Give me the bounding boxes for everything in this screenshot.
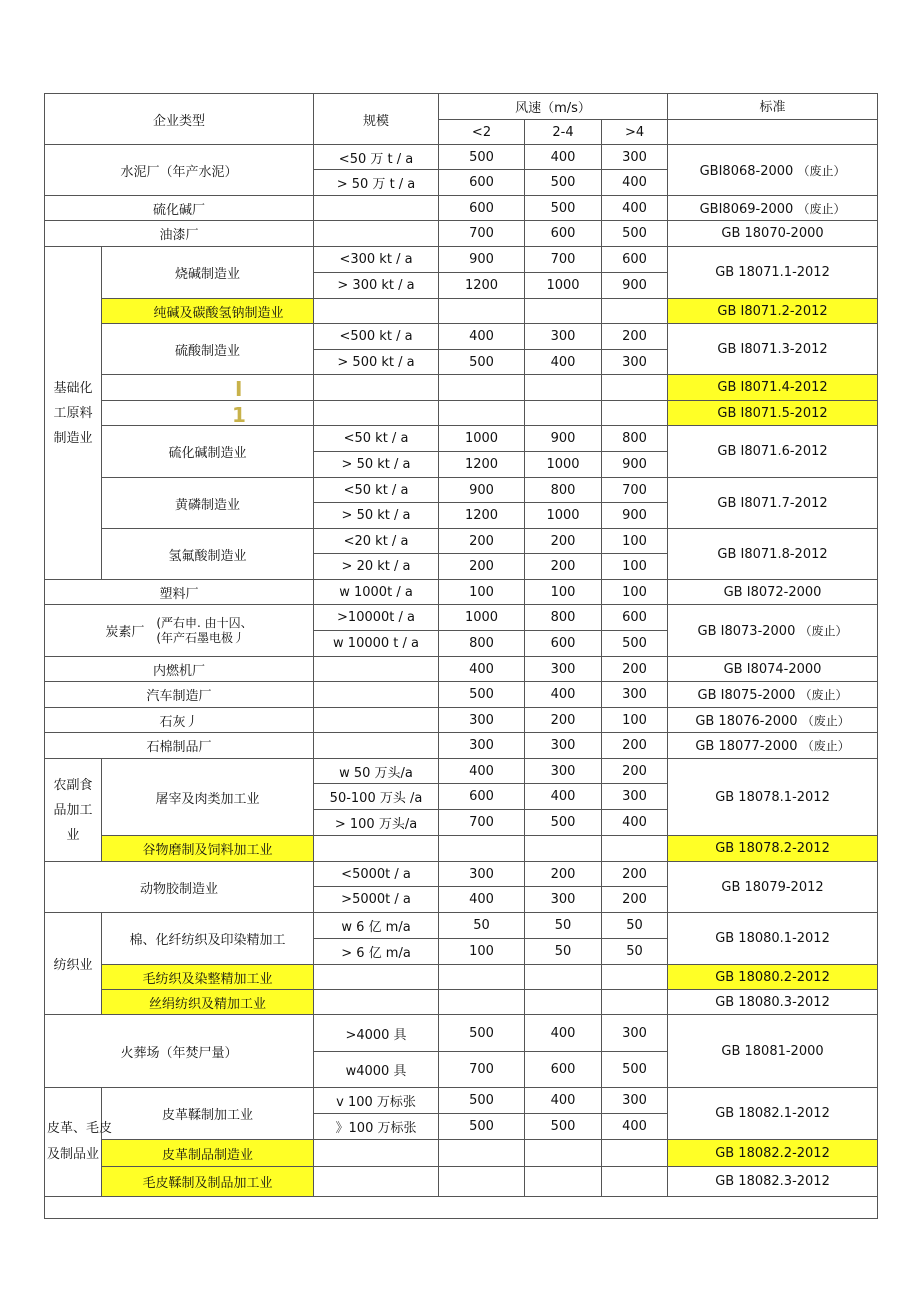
value-cell: 600 [439, 784, 525, 810]
standard-cell: GB 18077-2000 （废止） [668, 733, 878, 759]
value-cell [439, 1140, 525, 1167]
scale-cell: > 500 kt / a [314, 350, 439, 375]
header-wind-speed: 风速（m/s） [439, 94, 668, 120]
value-cell: 500 [439, 350, 525, 375]
standard-cell: GB I8071.4-2012 [668, 375, 878, 401]
value-cell: 100 [439, 580, 525, 605]
scale-cell [314, 708, 439, 733]
value-cell [439, 1167, 525, 1197]
scale-cell: w 1000t / a [314, 580, 439, 605]
value-cell: 300 [602, 1088, 668, 1114]
value-cell: 600 [602, 605, 668, 631]
value-cell [439, 375, 525, 401]
value-cell [602, 990, 668, 1015]
table-row [45, 221, 878, 247]
standard-cell: GB 18081-2000 [668, 1015, 878, 1088]
table-row [45, 1015, 878, 1052]
table-row [45, 145, 878, 170]
scale-cell: >5000t / a [314, 887, 439, 913]
category-agri-food: 农副食 品加工 业 [45, 759, 102, 862]
scan-mark: 1 [232, 403, 246, 427]
value-cell: 100 [525, 580, 602, 605]
table-row [45, 682, 878, 708]
value-cell: 400 [525, 784, 602, 810]
scale-cell: w4000 具 [314, 1052, 439, 1088]
scale-cell [314, 375, 439, 401]
value-cell: 400 [439, 657, 525, 682]
row-name: 烧碱制造业 [102, 247, 314, 299]
value-cell: 800 [525, 478, 602, 503]
value-cell [525, 401, 602, 426]
row-name: 棉、化纤纺织及印染精加工 [102, 913, 314, 965]
value-cell: 400 [525, 350, 602, 375]
value-cell [602, 836, 668, 862]
value-cell: 800 [525, 605, 602, 631]
category-leather: 皮革、毛皮 及制品业 [45, 1088, 102, 1197]
value-cell: 300 [602, 682, 668, 708]
row-name: 丝绢纺织及精加工业 [102, 990, 314, 1015]
standard-cell: GB I8071.8-2012 [668, 529, 878, 580]
value-cell: 500 [439, 682, 525, 708]
header-speed-low: <2 [439, 120, 525, 145]
table-row [45, 324, 878, 350]
value-cell: 500 [602, 221, 668, 247]
value-cell [525, 836, 602, 862]
row-name: 内燃机厂 [45, 657, 314, 682]
row-name: 炭素厂 (严右申. 由十囚、 (年产石墨电极丿 [45, 605, 314, 657]
standard-cell: GB I8071.3-2012 [668, 324, 878, 375]
scale-cell [314, 401, 439, 426]
table-row [45, 426, 878, 452]
table-row [45, 708, 878, 733]
category-basic-chemical: 基础化 工原料 制造业 [45, 247, 102, 580]
standard-cell: GB I8071.5-2012 [668, 401, 878, 426]
standard-cell: GB 18080.2-2012 [668, 965, 878, 990]
value-cell: 200 [602, 324, 668, 350]
category-textile: 纺织业 [45, 913, 102, 1015]
scale-cell: v 100 万标张 [314, 1088, 439, 1114]
scale-cell: w 10000 t / a [314, 631, 439, 657]
standard-cell: GB I8074-2000 [668, 657, 878, 682]
value-cell: 100 [602, 529, 668, 554]
value-cell: 600 [439, 170, 525, 196]
value-cell: 100 [439, 939, 525, 965]
value-cell: 100 [602, 554, 668, 580]
table-row [45, 196, 878, 221]
value-cell: 100 [602, 708, 668, 733]
standard-cell: GB I8071.7-2012 [668, 478, 878, 529]
value-cell: 1000 [525, 503, 602, 529]
value-cell: 50 [525, 913, 602, 939]
header-standard: 标准 [668, 94, 878, 120]
value-cell: 400 [439, 324, 525, 350]
value-cell: 700 [602, 478, 668, 503]
value-cell: 200 [602, 657, 668, 682]
value-cell [439, 836, 525, 862]
value-cell: 500 [439, 145, 525, 170]
header-enterprise-type: 企业类型 [45, 94, 314, 145]
scale-cell: > 20 kt / a [314, 554, 439, 580]
value-cell [439, 299, 525, 324]
value-cell: 900 [439, 247, 525, 273]
value-cell: 400 [602, 810, 668, 836]
row-name: 毛纺织及染整精加工业 [102, 965, 314, 990]
table-row [45, 605, 878, 631]
row-name: 水泥厂（年产水泥） [45, 145, 314, 196]
value-cell: 300 [439, 708, 525, 733]
value-cell [602, 965, 668, 990]
standard-cell: GB I8073-2000 （废止） [668, 605, 878, 657]
table-row [45, 1167, 878, 1197]
standard-cell: GB 18082.3-2012 [668, 1167, 878, 1197]
table-row [45, 478, 878, 503]
value-cell: 1000 [525, 273, 602, 299]
value-cell: 200 [439, 554, 525, 580]
scale-cell: >10000t / a [314, 605, 439, 631]
value-cell: 300 [525, 887, 602, 913]
value-cell: 500 [525, 170, 602, 196]
value-cell [602, 1140, 668, 1167]
value-cell: 300 [439, 733, 525, 759]
value-cell: 700 [439, 221, 525, 247]
standard-cell: GB 18080.3-2012 [668, 990, 878, 1015]
row-name: 动物胶制造业 [45, 862, 314, 913]
value-cell: 1200 [439, 452, 525, 478]
value-cell [525, 1167, 602, 1197]
value-cell: 200 [525, 529, 602, 554]
table-row [45, 1197, 878, 1219]
value-cell: 300 [525, 733, 602, 759]
row-name [102, 401, 314, 426]
value-cell: 600 [439, 196, 525, 221]
table-row [45, 965, 878, 990]
value-cell: 900 [602, 452, 668, 478]
scale-cell [314, 299, 439, 324]
scale-cell [314, 990, 439, 1015]
row-name [102, 375, 314, 401]
value-cell: 400 [525, 1015, 602, 1052]
scale-cell: > 300 kt / a [314, 273, 439, 299]
value-cell [602, 299, 668, 324]
value-cell: 200 [525, 708, 602, 733]
value-cell: 200 [602, 862, 668, 887]
value-cell: 900 [439, 478, 525, 503]
value-cell [525, 990, 602, 1015]
value-cell: 200 [602, 733, 668, 759]
value-cell: 700 [439, 1052, 525, 1088]
table-row [45, 913, 878, 939]
value-cell [439, 990, 525, 1015]
value-cell: 1000 [439, 426, 525, 452]
value-cell: 300 [602, 350, 668, 375]
value-cell [525, 1140, 602, 1167]
header-speed-high: >4 [602, 120, 668, 145]
table-row [45, 299, 878, 324]
standard-cell: GB I8071.6-2012 [668, 426, 878, 478]
table-row [45, 247, 878, 273]
value-cell: 300 [525, 657, 602, 682]
table-row [45, 862, 878, 887]
scale-cell: 》100 万标张 [314, 1114, 439, 1140]
table-row [45, 657, 878, 682]
row-name: 硫化碱制造业 [102, 426, 314, 478]
standard-cell: GB 18078.2-2012 [668, 836, 878, 862]
scale-cell [314, 733, 439, 759]
value-cell: 800 [439, 631, 525, 657]
value-cell: 500 [439, 1088, 525, 1114]
scale-cell: > 100 万头/a [314, 810, 439, 836]
value-cell: 900 [602, 503, 668, 529]
protection-distance-table [44, 93, 878, 1219]
row-name: 塑料厂 [45, 580, 314, 605]
header-speed-mid: 2-4 [525, 120, 602, 145]
standard-cell: GB 18071.1-2012 [668, 247, 878, 299]
value-cell: 500 [439, 1015, 525, 1052]
row-name: 石灰丿 [45, 708, 314, 733]
row-name: 皮革鞣制加工业 [102, 1088, 314, 1140]
empty-row [45, 1197, 878, 1219]
scale-cell: w 50 万头/a [314, 759, 439, 784]
value-cell: 900 [525, 426, 602, 452]
value-cell: 400 [439, 759, 525, 784]
value-cell: 700 [525, 247, 602, 273]
value-cell: 50 [439, 913, 525, 939]
value-cell: 1200 [439, 503, 525, 529]
row-name: 火葬场（年焚尸量） [45, 1015, 314, 1088]
value-cell: 50 [602, 939, 668, 965]
row-name: 黄磷制造业 [102, 478, 314, 529]
table-row [45, 733, 878, 759]
value-cell: 1000 [439, 605, 525, 631]
scale-cell: <5000t / a [314, 862, 439, 887]
scale-cell: > 50 万 t / a [314, 170, 439, 196]
table-row [45, 401, 878, 426]
standard-cell: GB 18082.1-2012 [668, 1088, 878, 1140]
value-cell: 200 [602, 759, 668, 784]
value-cell [525, 299, 602, 324]
value-cell [602, 1167, 668, 1197]
scale-cell: <50 kt / a [314, 478, 439, 503]
value-cell: 200 [602, 887, 668, 913]
scale-cell [314, 196, 439, 221]
header-standard-blank [668, 120, 878, 145]
value-cell: 600 [602, 247, 668, 273]
standard-cell: GB 18076-2000 （废止） [668, 708, 878, 733]
value-cell [439, 401, 525, 426]
value-cell: 800 [602, 426, 668, 452]
scale-cell [314, 657, 439, 682]
value-cell: 400 [602, 1114, 668, 1140]
standard-cell: GB I8075-2000 （废止） [668, 682, 878, 708]
row-name: 谷物磨制及饲料加工业 [102, 836, 314, 862]
value-cell: 500 [525, 1114, 602, 1140]
value-cell: 400 [525, 682, 602, 708]
row-name: 皮革制品制造业 [102, 1140, 314, 1167]
scale-cell: > 50 kt / a [314, 503, 439, 529]
value-cell: 400 [525, 1088, 602, 1114]
value-cell: 200 [439, 529, 525, 554]
scale-cell: <50 kt / a [314, 426, 439, 452]
row-name: 油漆厂 [45, 221, 314, 247]
value-cell: 500 [439, 1114, 525, 1140]
scale-cell: w 6 亿 m/a [314, 913, 439, 939]
standard-cell: GB I8071.2-2012 [668, 299, 878, 324]
value-cell: 600 [525, 1052, 602, 1088]
scale-cell: 50-100 万头 /a [314, 784, 439, 810]
scale-cell: <20 kt / a [314, 529, 439, 554]
standard-cell: GB 18070-2000 [668, 221, 878, 247]
row-name: 汽车制造厂 [45, 682, 314, 708]
standard-cell: GBI8068-2000 （废止） [668, 145, 878, 196]
scale-cell: > 6 亿 m/a [314, 939, 439, 965]
value-cell: 1200 [439, 273, 525, 299]
value-cell: 50 [525, 939, 602, 965]
value-cell [525, 375, 602, 401]
value-cell: 400 [439, 887, 525, 913]
table-row [45, 1088, 878, 1114]
table-row [45, 375, 878, 401]
scale-cell [314, 221, 439, 247]
value-cell: 500 [525, 810, 602, 836]
scale-cell [314, 836, 439, 862]
standard-cell: GBI8069-2000 （废止） [668, 196, 878, 221]
scale-cell [314, 1167, 439, 1197]
value-cell: 400 [602, 170, 668, 196]
standard-cell: GB 18080.1-2012 [668, 913, 878, 965]
value-cell: 600 [525, 631, 602, 657]
table-row [45, 1140, 878, 1167]
value-cell [602, 401, 668, 426]
table-row [45, 580, 878, 605]
value-cell: 300 [525, 324, 602, 350]
value-cell: 300 [525, 759, 602, 784]
row-name: 纯碱及碳酸氢钠制造业 [102, 299, 314, 324]
row-name: 硫酸制造业 [102, 324, 314, 375]
value-cell [439, 965, 525, 990]
value-cell [525, 965, 602, 990]
value-cell: 600 [525, 221, 602, 247]
value-cell: 500 [602, 1052, 668, 1088]
scan-mark: I [235, 377, 243, 401]
scale-cell: >4000 具 [314, 1015, 439, 1052]
row-name: 硫化碱厂 [45, 196, 314, 221]
scale-cell [314, 682, 439, 708]
row-name: 屠宰及肉类加工业 [102, 759, 314, 836]
table-row [45, 836, 878, 862]
table-row [45, 529, 878, 554]
value-cell: 900 [602, 273, 668, 299]
scale-cell: <500 kt / a [314, 324, 439, 350]
value-cell: 400 [525, 145, 602, 170]
standard-cell: GB 18079-2012 [668, 862, 878, 913]
row-name: 毛皮鞣制及制品加工业 [102, 1167, 314, 1197]
value-cell: 700 [439, 810, 525, 836]
value-cell: 50 [602, 913, 668, 939]
header-scale: 规模 [314, 94, 439, 145]
row-name: 氢氟酸制造业 [102, 529, 314, 580]
scale-cell: <50 万 t / a [314, 145, 439, 170]
value-cell: 200 [525, 862, 602, 887]
standard-cell: GB 18078.1-2012 [668, 759, 878, 836]
standard-cell: GB I8072-2000 [668, 580, 878, 605]
standard-cell: GB 18082.2-2012 [668, 1140, 878, 1167]
scale-cell [314, 1140, 439, 1167]
value-cell: 500 [602, 631, 668, 657]
value-cell [602, 375, 668, 401]
value-cell: 300 [602, 1015, 668, 1052]
value-cell: 300 [602, 784, 668, 810]
value-cell: 500 [525, 196, 602, 221]
scale-cell: > 50 kt / a [314, 452, 439, 478]
value-cell: 300 [602, 145, 668, 170]
table-row [45, 759, 878, 784]
value-cell: 400 [602, 196, 668, 221]
value-cell: 1000 [525, 452, 602, 478]
row-name: 石棉制品厂 [45, 733, 314, 759]
value-cell: 100 [602, 580, 668, 605]
value-cell: 200 [525, 554, 602, 580]
scale-cell [314, 965, 439, 990]
table-row [45, 990, 878, 1015]
scale-cell: <300 kt / a [314, 247, 439, 273]
value-cell: 300 [439, 862, 525, 887]
